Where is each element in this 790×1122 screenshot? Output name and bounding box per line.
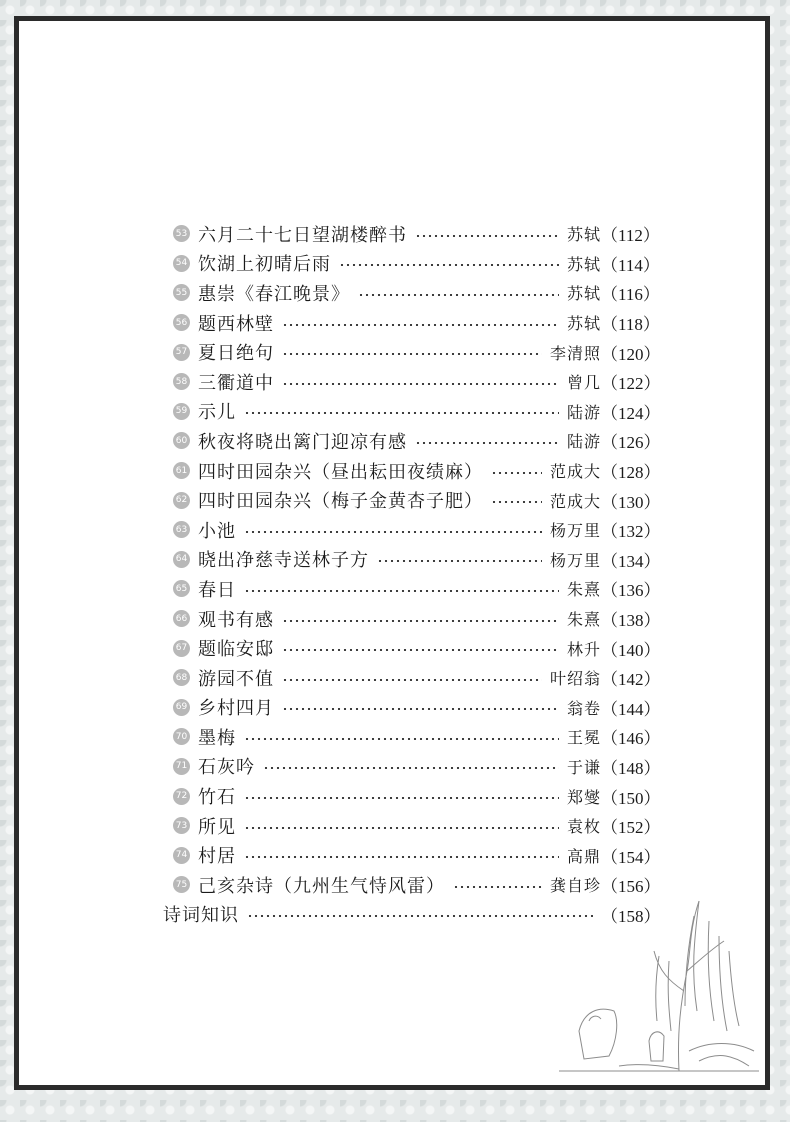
- dot-leader: [339, 264, 559, 266]
- entry-number-badge: 54: [173, 255, 190, 272]
- page-number: （130）: [601, 492, 661, 512]
- poem-author: 杨万里: [549, 521, 601, 541]
- page-number: （134）: [601, 551, 661, 571]
- dot-leader: [263, 767, 559, 769]
- poem-title: 四时田园杂兴（昼出耘田夜绩麻）: [198, 461, 483, 483]
- page-number: （150）: [601, 788, 661, 808]
- poem-title: 所见: [198, 816, 236, 838]
- entry-number-badge: 59: [173, 403, 190, 420]
- poem-title: 饮湖上初晴后雨: [198, 254, 331, 276]
- dot-leader: [415, 235, 559, 237]
- page-number: （142）: [601, 670, 661, 690]
- toc-entry[interactable]: [159, 574, 659, 604]
- toc-entry[interactable]: [159, 604, 659, 634]
- dot-leader: [282, 353, 542, 355]
- toc-entry[interactable]: [159, 752, 659, 782]
- page-number: （146）: [601, 729, 661, 749]
- toc-entry[interactable]: [159, 308, 659, 338]
- page-number: （118）: [601, 315, 660, 335]
- entry-number-badge: 66: [173, 610, 190, 627]
- entry-number-badge: 61: [173, 462, 190, 479]
- page-number: （156）: [601, 877, 661, 897]
- poem-title: 六月二十七日望湖楼醉书: [198, 224, 407, 246]
- page-number: （148）: [601, 758, 661, 778]
- entry-number-badge: 75: [173, 876, 190, 893]
- page-number: （158）: [601, 906, 661, 926]
- poem-title: 秋夜将晓出篱门迎凉有感: [198, 431, 407, 453]
- page-number: （112）: [601, 226, 660, 246]
- dot-leader: [244, 590, 559, 592]
- poem-author: 朱熹: [566, 580, 601, 600]
- entry-number-badge: 62: [173, 492, 190, 509]
- toc-entry[interactable]: [159, 693, 659, 723]
- entry-number-badge: 68: [173, 669, 190, 686]
- poem-title: 村居: [198, 846, 236, 868]
- poem-author: 郑燮: [566, 787, 601, 807]
- toc-entry[interactable]: [159, 840, 659, 870]
- toc-entry[interactable]: [159, 633, 659, 663]
- poem-author: 苏轼: [566, 284, 601, 304]
- poem-author: 范成大: [549, 491, 601, 511]
- poem-title: 题临安邸: [198, 639, 274, 661]
- page-number: （120）: [601, 344, 661, 364]
- poem-title: 观书有感: [198, 609, 274, 631]
- entry-number-badge: 65: [173, 580, 190, 597]
- entry-number-badge: 67: [173, 640, 190, 657]
- entry-number-badge: 73: [173, 817, 190, 834]
- poem-author: 陆游: [566, 402, 601, 422]
- toc-entry[interactable]: [159, 722, 659, 752]
- entry-number-badge: 71: [173, 758, 190, 775]
- toc-entry[interactable]: [159, 278, 659, 308]
- dot-leader: [282, 383, 559, 385]
- page-number: （152）: [601, 818, 661, 838]
- dot-leader: [491, 472, 542, 474]
- toc-entry[interactable]: [159, 397, 659, 427]
- toc-entry[interactable]: [159, 663, 659, 693]
- poem-title: 惠崇《春江晚景》: [198, 283, 350, 305]
- dot-leader: [247, 915, 593, 917]
- entry-number-badge: 64: [173, 551, 190, 568]
- entry-number-badge: 63: [173, 521, 190, 538]
- willow-tree-landscape-icon: [559, 881, 759, 1081]
- dot-leader: [244, 531, 542, 533]
- poem-author: 苏轼: [566, 314, 601, 334]
- dot-leader: [244, 856, 559, 858]
- page-number: （116）: [601, 285, 660, 305]
- page-number: （122）: [601, 374, 661, 394]
- dot-leader: [415, 442, 559, 444]
- poem-author: 杨万里: [549, 550, 601, 570]
- entry-number-badge: 58: [173, 373, 190, 390]
- page-number: （144）: [601, 699, 661, 719]
- dot-leader: [244, 412, 559, 414]
- poem-author: 苏轼: [566, 254, 601, 274]
- toc-entry[interactable]: [159, 249, 659, 279]
- toc-entry[interactable]: [159, 456, 659, 486]
- poem-title: 晓出净慈寺送林子方: [198, 550, 369, 572]
- dot-leader: [282, 324, 559, 326]
- poem-title: 题西林壁: [198, 313, 274, 335]
- poem-author: 叶绍翁: [549, 669, 601, 689]
- dot-leader: [282, 679, 542, 681]
- toc-entry[interactable]: [159, 485, 659, 515]
- poem-title: 己亥杂诗（九州生气恃风雷）: [198, 875, 445, 897]
- page-number: （132）: [601, 522, 661, 542]
- dot-leader: [377, 560, 542, 562]
- entry-number-badge: 70: [173, 728, 190, 745]
- dot-leader: [244, 797, 559, 799]
- toc-entry[interactable]: [159, 219, 659, 249]
- poem-title: 小池: [198, 520, 236, 542]
- poem-author: 于谦: [566, 757, 601, 777]
- entry-number-badge: 56: [173, 314, 190, 331]
- entry-number-badge: 72: [173, 788, 190, 805]
- dot-leader: [282, 620, 559, 622]
- dot-leader: [491, 501, 542, 503]
- poem-title: 乡村四月: [198, 698, 274, 720]
- toc-entry[interactable]: [159, 811, 659, 841]
- poem-title: 游园不值: [198, 668, 274, 690]
- entry-number-badge: 60: [173, 432, 190, 449]
- entry-number-badge: 55: [173, 284, 190, 301]
- poem-author: 李清照: [549, 343, 601, 363]
- poem-author: 苏轼: [566, 225, 601, 245]
- page-number: （136）: [601, 581, 661, 601]
- appendix-title: 诗词知识: [163, 905, 239, 927]
- entry-number-badge: 57: [173, 344, 190, 361]
- toc-entry[interactable]: [159, 781, 659, 811]
- toc-entry[interactable]: [159, 515, 659, 545]
- page-number: （114）: [601, 255, 660, 275]
- poem-author: 范成大: [549, 462, 601, 482]
- page-number: （124）: [601, 403, 661, 423]
- poem-title: 竹石: [198, 787, 236, 809]
- dot-leader: [282, 708, 559, 710]
- book-page: [14, 16, 770, 1090]
- table-of-contents: [159, 219, 659, 929]
- toc-entry[interactable]: [159, 367, 659, 397]
- poem-author: 朱熹: [566, 610, 601, 630]
- toc-entry[interactable]: [159, 337, 659, 367]
- entry-number-badge: 69: [173, 699, 190, 716]
- poem-author: 翁卷: [566, 698, 601, 718]
- entry-number-badge: 53: [173, 225, 190, 242]
- poem-author: 袁枚: [566, 817, 601, 837]
- toc-entry[interactable]: [159, 545, 659, 575]
- poem-title: 石灰吟: [198, 757, 255, 779]
- dot-leader: [244, 738, 559, 740]
- poem-author: 龚自珍: [549, 876, 601, 896]
- poem-title: 春日: [198, 579, 236, 601]
- poem-author: 林升: [566, 639, 601, 659]
- page-number: （154）: [601, 847, 661, 867]
- poem-title: 三衢道中: [198, 372, 274, 394]
- dot-leader: [282, 649, 559, 651]
- poem-author: 王冕: [566, 728, 601, 748]
- poem-author: 高鼎: [566, 846, 601, 866]
- toc-entry[interactable]: [159, 426, 659, 456]
- poem-author: 陆游: [566, 432, 601, 452]
- poem-title: 墨梅: [198, 727, 236, 749]
- page-number: （126）: [601, 433, 661, 453]
- dot-leader: [453, 886, 542, 888]
- poem-author: 曾几: [566, 373, 601, 393]
- poem-title: 四时田园杂兴（梅子金黄杏子肥）: [198, 491, 483, 513]
- entry-number-badge: 74: [173, 847, 190, 864]
- poem-title: 夏日绝句: [198, 343, 274, 365]
- dot-leader: [358, 294, 559, 296]
- poem-title: 示儿: [198, 402, 236, 424]
- page-number: （140）: [601, 640, 661, 660]
- dot-leader: [244, 827, 559, 829]
- page-number: （128）: [601, 463, 661, 483]
- page-number: （138）: [601, 611, 661, 631]
